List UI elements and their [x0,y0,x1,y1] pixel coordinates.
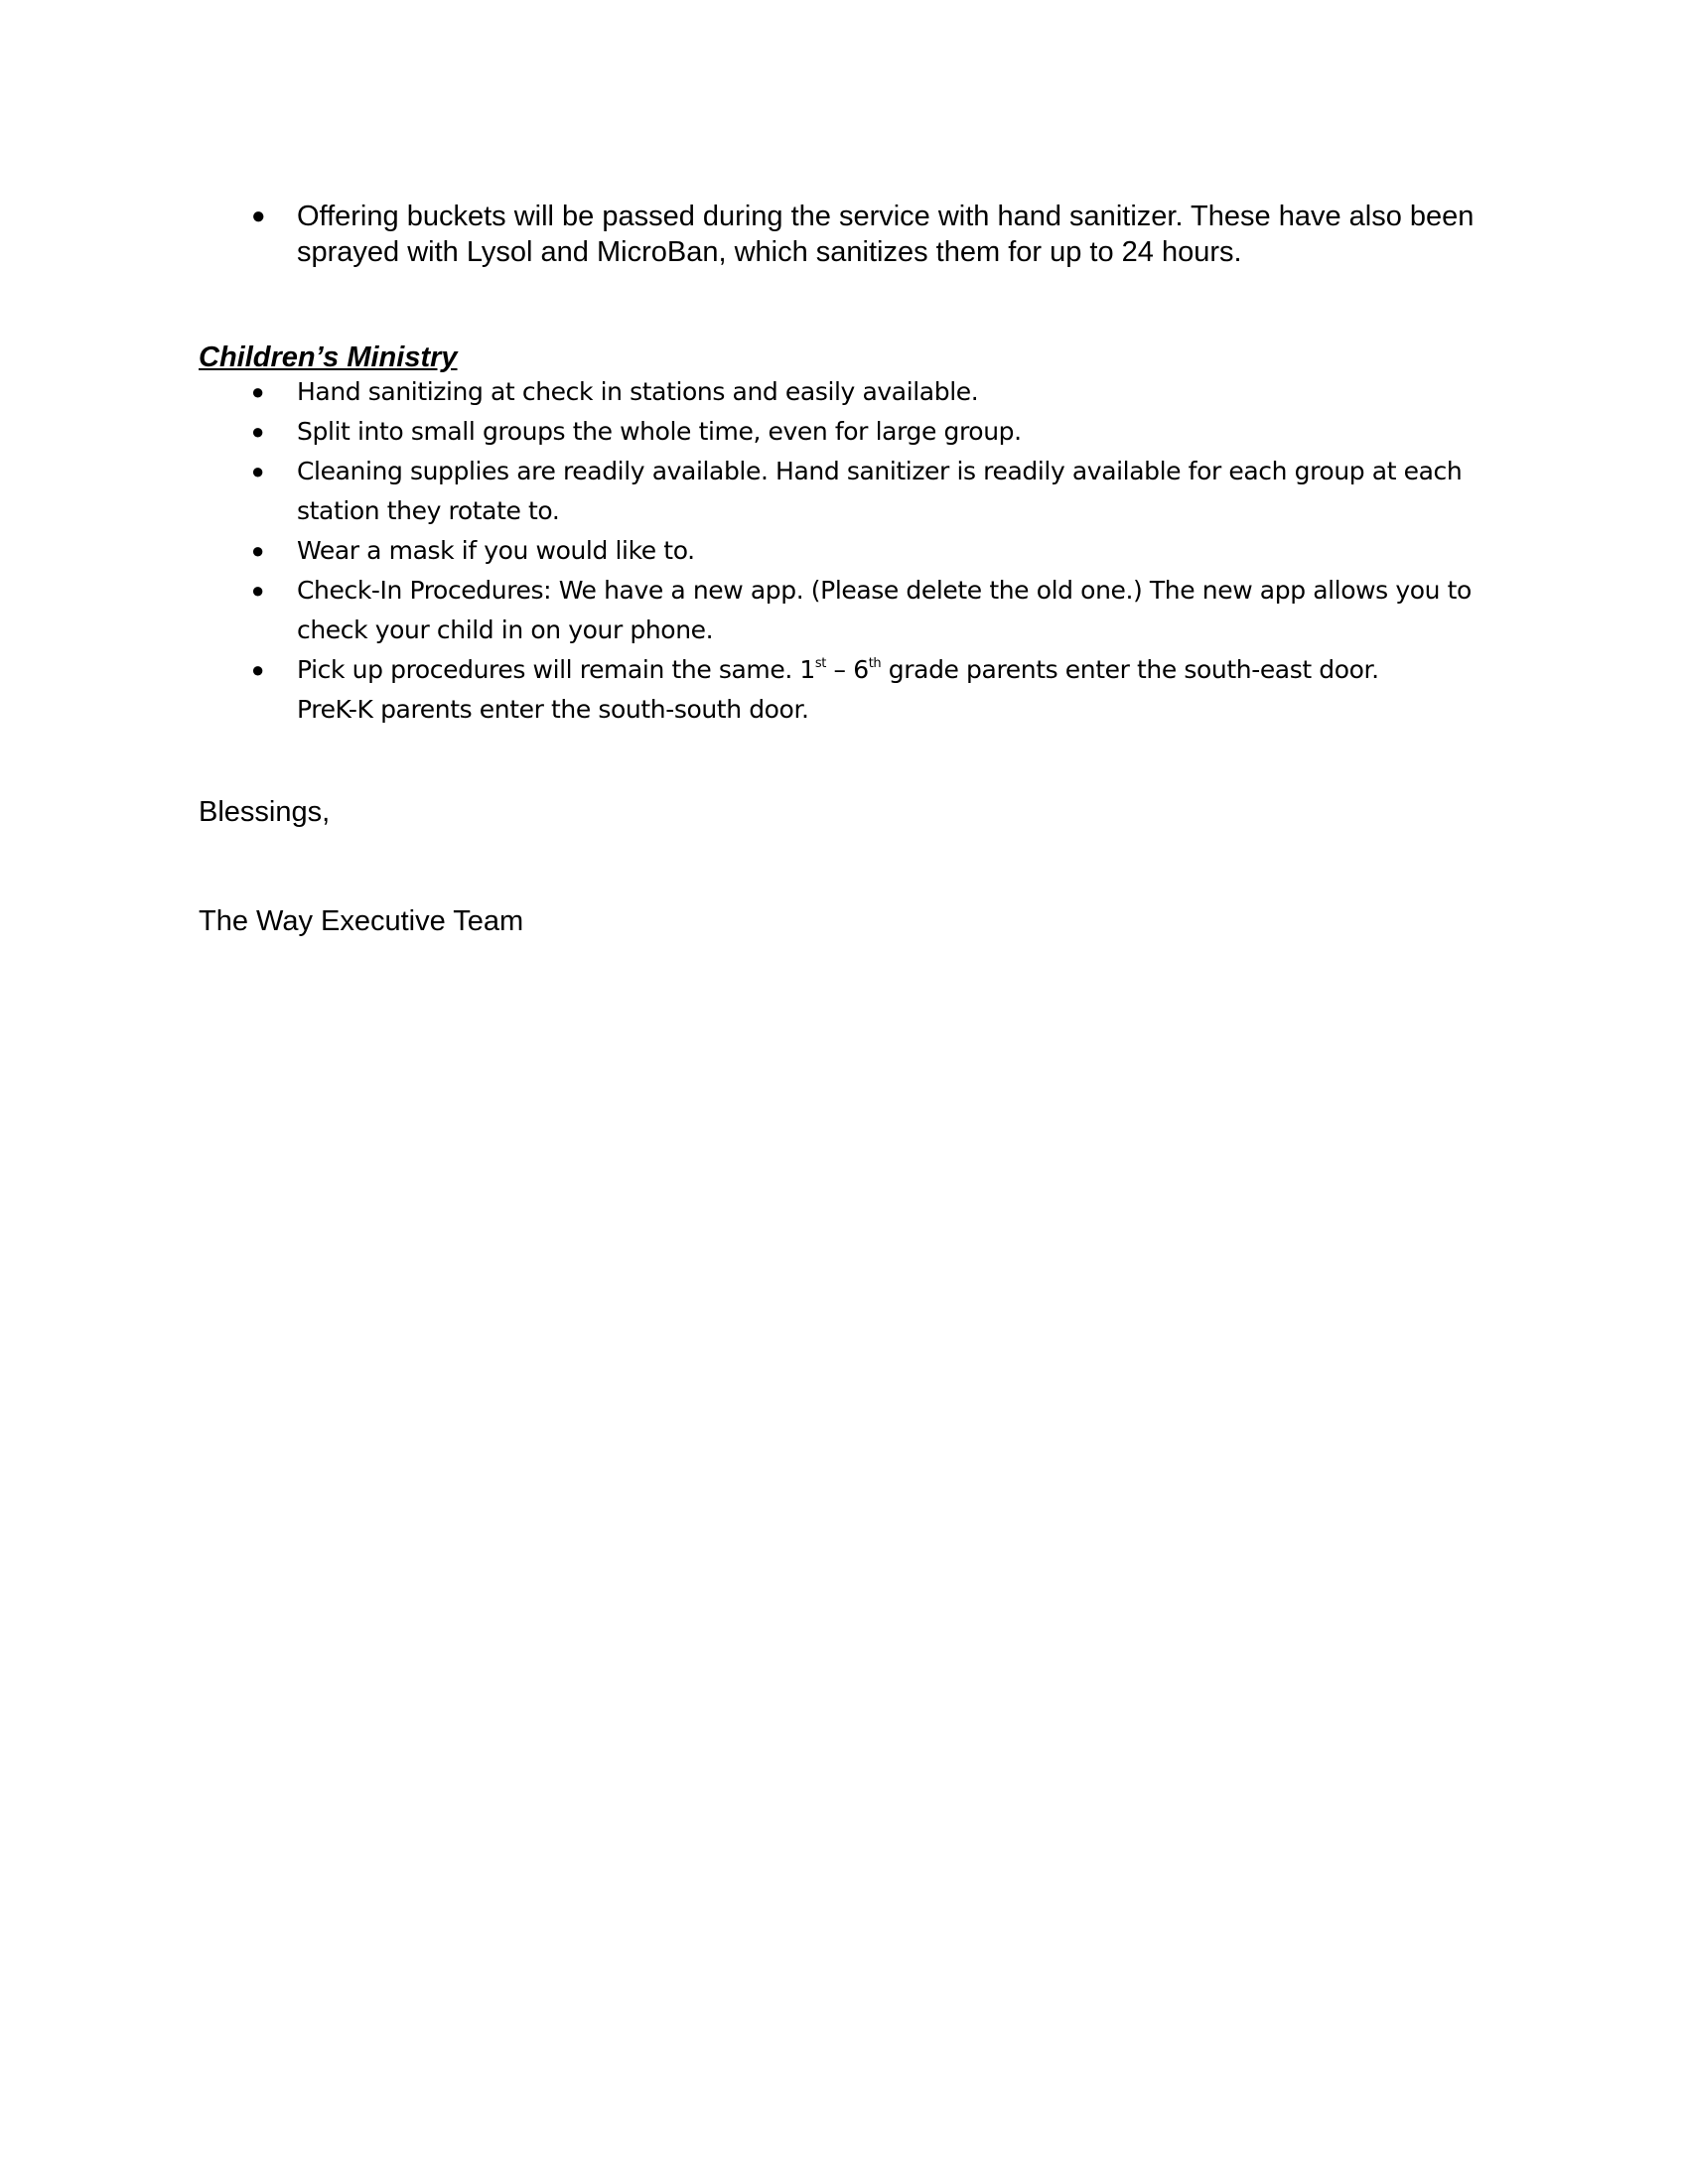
intro-bullet-list [199,199,1489,270]
list-item [199,199,1489,270]
list-item-text: Cleaning supplies are readily available. Hand sanitizer is readily available for each group at each station they rotate to. [297,457,1463,525]
ordinal-suffix: th [868,656,882,671]
bullet-icon: ● [251,578,264,603]
list-item [199,571,1499,650]
list-item [199,452,1499,531]
bullet-icon: ● [251,419,264,444]
closing-salutation: Blessings, [199,796,331,828]
ordinal-suffix: st [814,656,826,671]
list-item-text: Offering buckets will be passed during the service with hand sanitizer. These have also been sprayed with Lysol and MicroBan, which sanitizes them for up to 24 hours. [297,201,1475,268]
pickup-line1-end: grade parents enter the south-east door. [881,655,1379,684]
list-item-text: Wear a mask if you would like to. [297,536,695,565]
bullet-icon: ● [251,379,264,404]
list-item-text: Check-In Procedures: We have a new app. (Please delete the old one.) The new app allows you to check your child in on your phone. [297,576,1472,644]
pickup-line2: PreK-K parents enter the south-south door. [297,695,809,724]
list-item-text: Hand sanitizing at check in stations and easily available. [297,377,979,406]
list-item [199,531,1499,571]
section-heading-childrens-ministry: Children’s Ministry [199,341,458,373]
list-item [199,412,1499,452]
pickup-middle: – 6 [826,655,869,684]
bullet-icon: ● [251,203,266,229]
pickup-prefix: Pick up procedures will remain the same. 1 [297,655,815,684]
list-item [199,372,1499,412]
list-item-text [297,655,1379,724]
bullet-icon: ● [251,538,264,563]
bullet-icon: ● [251,459,264,483]
childrens-ministry-list [199,372,1499,730]
bullet-icon: ● [251,657,264,682]
list-item-pickup [199,650,1499,730]
list-item-text: Split into small groups the whole time, even for large group. [297,417,1022,446]
closing-signature: The Way Executive Team [199,905,524,937]
